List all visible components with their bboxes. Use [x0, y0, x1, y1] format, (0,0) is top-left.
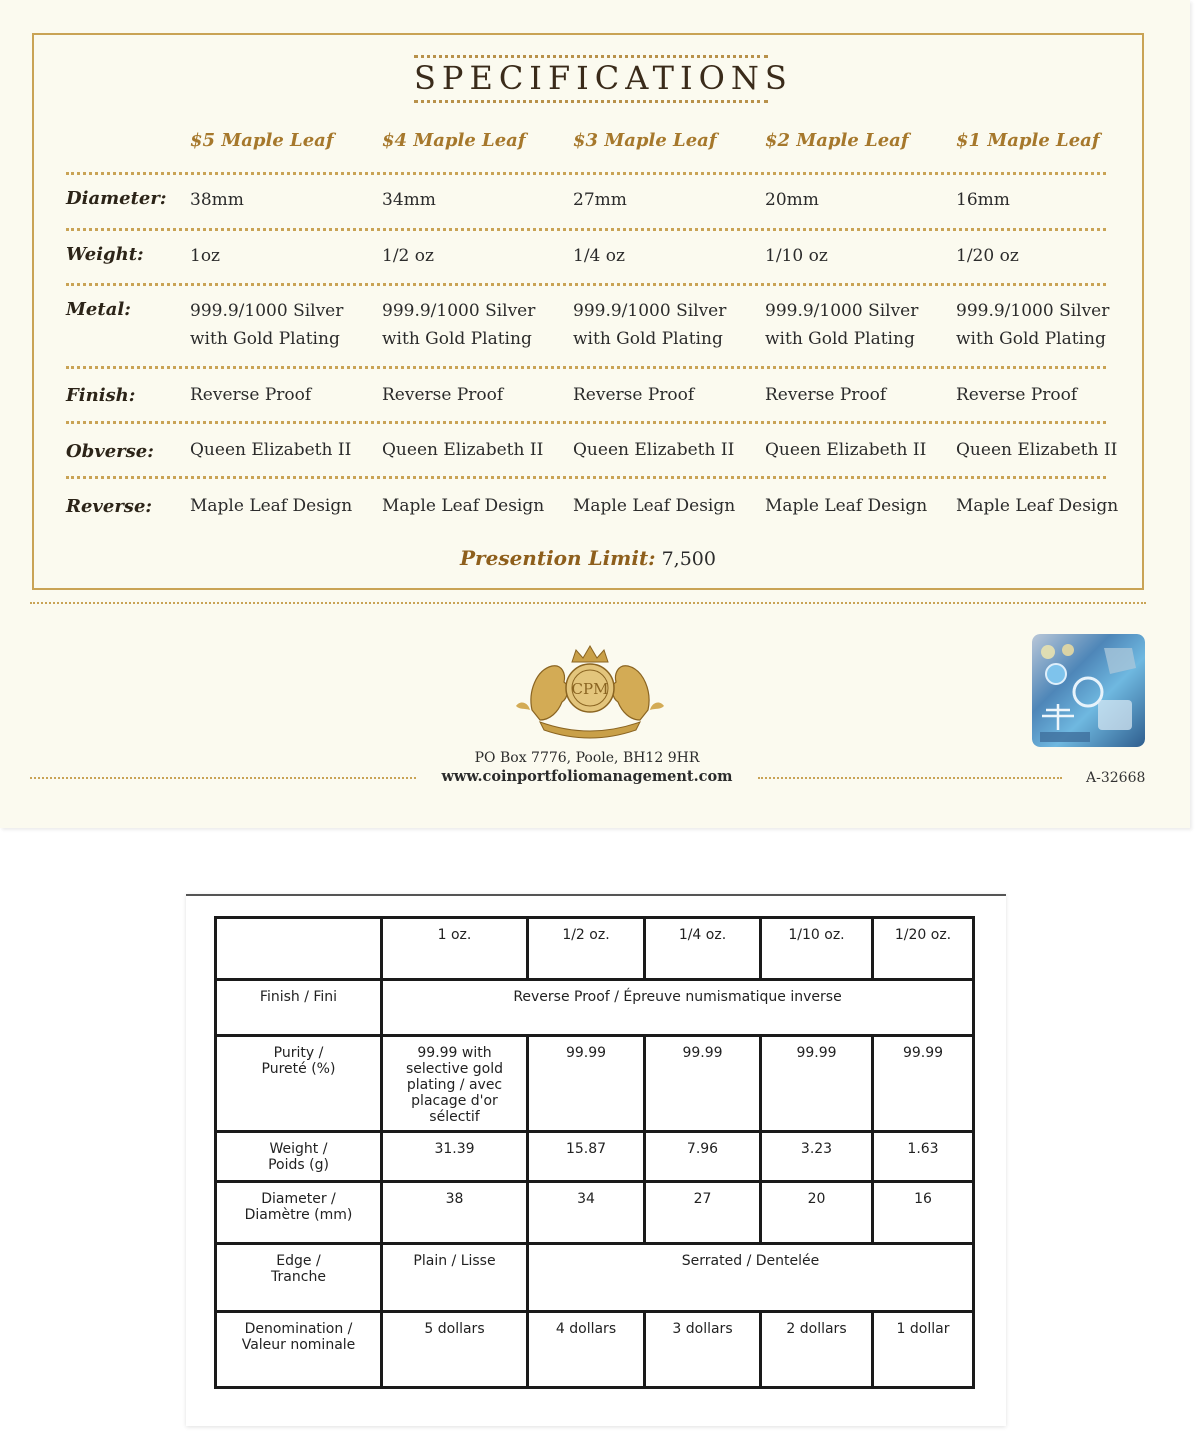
table-row-edge	[216, 1244, 974, 1312]
row-label-finish: Finish:	[66, 385, 136, 406]
hologram-sticker	[1032, 634, 1145, 747]
obverse-value: Queen Elizabeth II	[382, 440, 544, 460]
table-row-purity	[216, 1036, 974, 1132]
obverse-value: Queen Elizabeth II	[956, 440, 1118, 460]
footer-dots-right	[758, 777, 1062, 779]
denomination-value: 2 dollars	[761, 1312, 873, 1388]
diameter-value: 27	[645, 1182, 761, 1244]
edge-value: Plain / Lisse	[382, 1244, 528, 1312]
diameter-value: 34	[528, 1182, 645, 1244]
company-address	[386, 750, 788, 785]
diameter-value: 20mm	[765, 190, 819, 210]
row-label-diameter: Diameter:	[66, 188, 167, 209]
row-label-obverse: Obverse:	[66, 441, 154, 462]
purity-value: 99.99 with selective gold plating / avec placage d'or sélectif	[382, 1036, 528, 1132]
row-label-purity: Purity / Pureté (%)	[216, 1036, 382, 1132]
diameter-value: 16	[873, 1182, 974, 1244]
diameter-value: 34mm	[382, 190, 436, 210]
serial-number: A-32668	[1086, 770, 1146, 786]
column-header-2-dollar: $2 Maple Leaf	[765, 130, 909, 151]
reverse-value: Maple Leaf Design	[382, 496, 545, 516]
column-header-4-dollar: $4 Maple Leaf	[382, 130, 526, 151]
table-header-cell: 1 oz.	[382, 918, 528, 980]
table-header-cell	[216, 918, 382, 980]
weight-value: 1/10 oz	[765, 246, 828, 266]
column-header-1-dollar: $1 Maple Leaf	[956, 130, 1100, 151]
reverse-value: Maple Leaf Design	[765, 496, 928, 516]
reverse-value: Maple Leaf Design	[190, 496, 353, 516]
obverse-value: Queen Elizabeth II	[190, 440, 352, 460]
purity-value: 99.99	[528, 1036, 645, 1132]
metal-value: 999.9/1000 Silver with Gold Plating	[190, 301, 344, 349]
denomination-value: 3 dollars	[645, 1312, 761, 1388]
row-label-reverse: Reverse:	[66, 496, 153, 517]
row-divider	[66, 283, 1106, 286]
diameter-value: 20	[761, 1182, 873, 1244]
edge-value: Serrated / Dentelée	[528, 1244, 974, 1312]
row-divider	[66, 172, 1106, 175]
table-header-cell: 1/4 oz.	[645, 918, 761, 980]
specifications-title: SPECIFICATIONS	[414, 55, 768, 103]
weight-value: 1.63	[873, 1132, 974, 1182]
finish-value: Reverse Proof	[765, 385, 887, 405]
table-row-weight	[216, 1132, 974, 1182]
purity-value: 99.99	[873, 1036, 974, 1132]
purity-value: 99.99	[645, 1036, 761, 1132]
table-row-denomination	[216, 1312, 974, 1388]
finish-value: Reverse Proof / Épreuve numismatique inverse	[382, 980, 974, 1036]
metal-value: 999.9/1000 Silver with Gold Plating	[382, 301, 536, 349]
row-divider	[66, 476, 1106, 479]
bilingual-spec-table	[214, 916, 975, 1389]
table-header-row	[216, 918, 974, 980]
weight-value: 31.39	[382, 1132, 528, 1182]
denomination-value: 4 dollars	[528, 1312, 645, 1388]
presentation-limit-label: Presention Limit:	[460, 546, 656, 570]
row-label-weight: Weight:	[66, 244, 144, 265]
row-label-finish: Finish / Fini	[216, 980, 382, 1036]
row-label-metal: Metal:	[66, 299, 131, 320]
diameter-value: 38	[382, 1182, 528, 1244]
table-header-cell: 1/2 oz.	[528, 918, 645, 980]
metal-value: 999.9/1000 Silver with Gold Plating	[765, 301, 919, 349]
obverse-value: Queen Elizabeth II	[573, 440, 735, 460]
row-divider	[66, 366, 1106, 369]
weight-value: 1/4 oz	[573, 246, 625, 266]
finish-value: Reverse Proof	[956, 385, 1078, 405]
table-header-cell: 1/20 oz.	[873, 918, 974, 980]
presentation-limit-value: 7,500	[661, 548, 716, 570]
table-row-diameter	[216, 1182, 974, 1244]
denomination-value: 1 dollar	[873, 1312, 974, 1388]
column-header-3-dollar: $3 Maple Leaf	[573, 130, 717, 151]
finish-value: Reverse Proof	[190, 385, 312, 405]
reverse-value: Maple Leaf Design	[573, 496, 736, 516]
weight-value: 15.87	[528, 1132, 645, 1182]
column-header-5-dollar: $5 Maple Leaf	[190, 130, 334, 151]
table-header-cell: 1/10 oz.	[761, 918, 873, 980]
diameter-value: 27mm	[573, 190, 627, 210]
website-link[interactable]: www.coinportfoliomanagement.com	[441, 768, 733, 785]
row-label-weight: Weight / Poids (g)	[216, 1132, 382, 1182]
metal-value: 999.9/1000 Silver with Gold Plating	[956, 301, 1110, 349]
finish-value: Reverse Proof	[382, 385, 504, 405]
purity-value: 99.99	[761, 1036, 873, 1132]
diameter-value: 38mm	[190, 190, 244, 210]
weight-value: 1/2 oz	[382, 246, 434, 266]
diameter-value: 16mm	[956, 190, 1010, 210]
row-divider	[66, 421, 1106, 424]
weight-value: 1oz	[190, 246, 221, 266]
cpm-crest-logo	[510, 640, 670, 740]
obverse-value: Queen Elizabeth II	[765, 440, 927, 460]
denomination-value: 5 dollars	[382, 1312, 528, 1388]
postal-address: PO Box 7776, Poole, BH12 9HR	[474, 750, 700, 766]
separator-dots	[30, 602, 1146, 604]
table-row-finish	[216, 980, 974, 1036]
weight-value: 3.23	[761, 1132, 873, 1182]
weight-value: 7.96	[645, 1132, 761, 1182]
presentation-limit	[0, 546, 1176, 570]
footer-dots-left	[30, 777, 416, 779]
weight-value: 1/20 oz	[956, 246, 1019, 266]
logo-lettering: CPM	[571, 680, 609, 698]
row-divider	[66, 228, 1106, 231]
finish-value: Reverse Proof	[573, 385, 695, 405]
row-label-edge: Edge / Tranche	[216, 1244, 382, 1312]
reverse-value: Maple Leaf Design	[956, 496, 1119, 516]
row-label-diameter: Diameter / Diamètre (mm)	[216, 1182, 382, 1244]
metal-value: 999.9/1000 Silver with Gold Plating	[573, 301, 727, 349]
row-label-denomination: Denomination / Valeur nominale	[216, 1312, 382, 1388]
